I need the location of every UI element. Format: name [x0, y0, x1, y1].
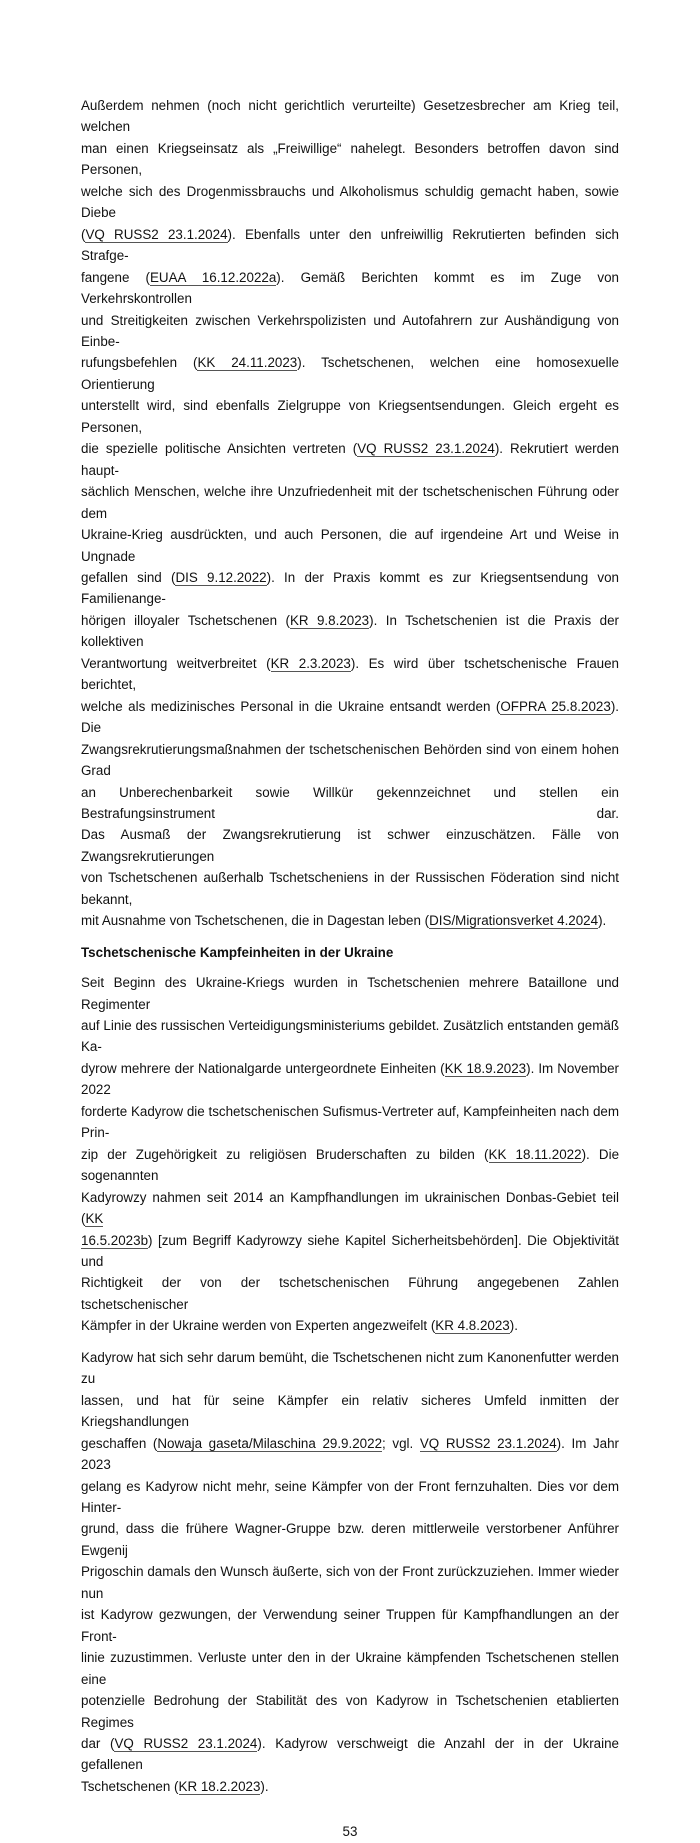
document-content [81, 95, 619, 1797]
text-line: und Streitigkeiten zwischen Verkehrspolizisten und Autofahrern zur Aushändigung von Einbe- [81, 312, 619, 349]
text-line: unterstellt wird, sind ebenfalls Zielgruppe von Kriegsentsendungen. Gleich ergeht es Personen, [81, 398, 619, 435]
text-line: geschaffen (Nowaja gaseta/Milaschina 29.9.2022; vgl. VQ RUSS2 23.1.2024). Im Jahr 2023 [81, 1435, 620, 1473]
text-line: von Tschetschenen außerhalb Tschetscheniens in der Russischen Föderation sind nicht bekannt, [81, 870, 619, 907]
paragraph [81, 1347, 619, 1798]
source-reference-link[interactable]: VQ RUSS2 23.1.2024 [85, 226, 228, 242]
source-reference-link[interactable]: DIS/Migrationsverket 4.2024 [429, 913, 599, 929]
paragraph [81, 972, 619, 1337]
text-line: Richtigkeit der von der tschetschenischen Führung angegebenen Zahlen tschetschenischer [81, 1275, 619, 1312]
source-reference-link[interactable]: KK 18.9.2023 [444, 1060, 527, 1076]
text-line: rufungsbefehlen (KK 24.11.2023). Tschetschenen, welchen eine homosexuelle Orientierung [81, 355, 619, 392]
text-line: welche als medizinisches Personal in die Ukraine entsandt werden (OFPRA 25.8.2023). Die [81, 698, 619, 736]
source-reference-link[interactable]: VQ RUSS2 23.1.2024 [357, 441, 495, 457]
text-line: grund, dass die frühere Wagner-Gruppe bzw. deren mittlerweile verstorbener Anführer Ewgenij [81, 1521, 619, 1558]
text-line: Seit Beginn des Ukraine-Kriegs wurden in Tschetschenien mehrere Bataillone und Regimenter [81, 975, 619, 1012]
text-line: Das Ausmaß der Zwangsrekrutierung ist schwer einzuschätzen. Fälle von Zwangsrekrutierungen [81, 827, 619, 864]
source-reference-link[interactable]: KK [85, 1211, 104, 1227]
text-line: Außerdem nehmen (noch nicht gerichtlich verurteilte) Gesetzesbrecher am Krieg teil, welchen [81, 98, 619, 135]
text-line: gefallen sind (DIS 9.12.2022). In der Praxis kommt es zur Kriegsentsendung von Familienange- [81, 569, 620, 607]
text-line: Kadyrow hat sich sehr darum bemüht, die Tschetschenen nicht zum Kanonenfutter werden zu [81, 1349, 619, 1387]
source-reference-link[interactable]: KR 4.8.2023 [435, 1318, 510, 1334]
text-line: linie zuzustimmen. Verluste unter den in der Ukraine kämpfenden Tschetschenen stellen eine [81, 1650, 619, 1687]
source-reference-link[interactable]: EUAA 16.12.2022a [149, 269, 277, 285]
source-reference-link[interactable]: DIS 9.12.2022 [175, 569, 267, 585]
text-line: zip der Zugehörigkeit zu religiösen Bruderschaften zu bilden (KK 18.11.2022). Die sogenannten [81, 1146, 620, 1184]
text-line: dyrow mehrere der Nationalgarde untergeordnete Einheiten (KK 18.9.2023). Im November 2022 [81, 1060, 619, 1098]
text-line: gelang es Kadyrow nicht mehr, seine Kämpfer von der Front fernzuhalten. Dies vor dem Hinter- [81, 1478, 619, 1515]
text-line: potenzielle Bedrohung der Stabilität des von Kadyrow in Tschetschenien etablierten Regimes [81, 1693, 619, 1730]
source-reference-link[interactable]: OFPRA 25.8.2023 [500, 698, 611, 714]
text-line: lassen, und hat für seine Kämpfer ein relativ sicheres Umfeld inmitten der Kriegshandlungen [81, 1392, 619, 1430]
text-line: hörigen illoyaler Tschetschenen (KR 9.8.2023). In Tschetschenien ist die Praxis der kollektiven [81, 612, 619, 650]
source-reference-link[interactable]: KK 18.11.2022 [488, 1146, 582, 1162]
text-line: Prigoschin damals den Wunsch äußerte, sich von der Front zurückzuziehen. Immer wieder nun [81, 1564, 619, 1601]
text-line: welche sich des Drogenmissbrauchs und Alkoholismus schuldig gemacht haben, sowie Diebe [81, 183, 619, 221]
text-line: 16.5.2023b) [zum Begriff Kadyrowzy siehe Kapitel Sicherheitsbehörden]. Die Objektivität und [81, 1232, 619, 1270]
text-line: forderte Kadyrow die tschetschenischen Sufismus-Vertreter auf, Kampfeinheiten nach dem Prin- [81, 1103, 619, 1141]
text-line: auf Linie des russischen Verteidigungsministeriums gebildet. Zusätzlich entstanden gemäß Ka- [81, 1018, 619, 1055]
source-reference-link[interactable]: KR 9.8.2023 [289, 612, 370, 628]
paragraph [81, 95, 619, 932]
text-line: man einen Kriegseinsatz als „Freiwillige“ nahelegt. Besonders betroffen davon sind Personen, [81, 140, 619, 178]
document-body [81, 95, 619, 1843]
source-reference-link[interactable]: VQ RUSS2 23.1.2024 [114, 1735, 258, 1751]
text-line: Ukraine-Krieg ausdrückten, und auch Personen, die auf irgendeine Art und Weise in Ungnade [81, 527, 619, 564]
text-line: fangene (EUAA 16.12.2022a). Gemäß Berichten kommt es im Zuge von Verkehrskontrollen [81, 269, 619, 307]
source-reference-link[interactable]: KK 24.11.2023 [197, 355, 298, 371]
page-number: 53 [342, 1824, 358, 1840]
text-line: Kämpfer in der Ukraine werden von Experten angezweifelt (KR 4.8.2023). [81, 1318, 518, 1334]
text-line: dar (VQ RUSS2 23.1.2024). Kadyrow verschweigt die Anzahl der in der Ukraine gefallenen [81, 1735, 619, 1773]
source-reference-link[interactable]: KR 18.2.2023 [178, 1778, 261, 1794]
source-reference-link[interactable]: VQ RUSS2 23.1.2024 [419, 1435, 557, 1451]
text-line: Kadyrowzy nahmen seit 2014 an Kampfhandlungen im ukrainischen Donbas-Gebiet teil (KK [81, 1189, 619, 1227]
text-line: Tschetschenen (KR 18.2.2023). [81, 1778, 269, 1794]
text-line: Verantwortung weitverbreitet (KR 2.3.2023). Es wird über tschetschenische Frauen berichtet, [81, 655, 619, 693]
text-line: mit Ausnahme von Tschetschenen, die in Dagestan leben (DIS/Migrationsverket 4.2024). [81, 913, 607, 929]
source-reference-link[interactable]: 16.5.2023b [81, 1232, 149, 1248]
source-reference-link[interactable]: KR 2.3.2023 [270, 655, 351, 671]
text-line: ist Kadyrow gezwungen, der Verwendung seiner Truppen für Kampfhandlungen an der Front- [81, 1607, 619, 1644]
text-line: sächlich Menschen, welche ihre Unzufriedenheit mit der tschetschenischen Führung oder dem [81, 484, 619, 521]
text-line: (VQ RUSS2 23.1.2024). Ebenfalls unter den unfreiwillig Rekrutierten befinden sich Strafge- [81, 226, 620, 264]
source-reference-link[interactable]: Nowaja gaseta/Milaschina 29.9.2022 [157, 1435, 383, 1451]
section-heading: Tschetschenische Kampfeinheiten in der Ukraine [81, 944, 394, 960]
text-line: die spezielle politische Ansichten vertreten (VQ RUSS2 23.1.2024). Rekrutiert werden haupt- [81, 441, 619, 478]
text-line: Zwangsrekrutierungsmaßnahmen der tschetschenischen Behörden sind von einem hohen Grad [81, 741, 619, 779]
text-line: an Unberechenbarkeit sowie Willkür gekennzeichnet und stellen ein Bestrafungsinstrument dar. [81, 784, 619, 821]
